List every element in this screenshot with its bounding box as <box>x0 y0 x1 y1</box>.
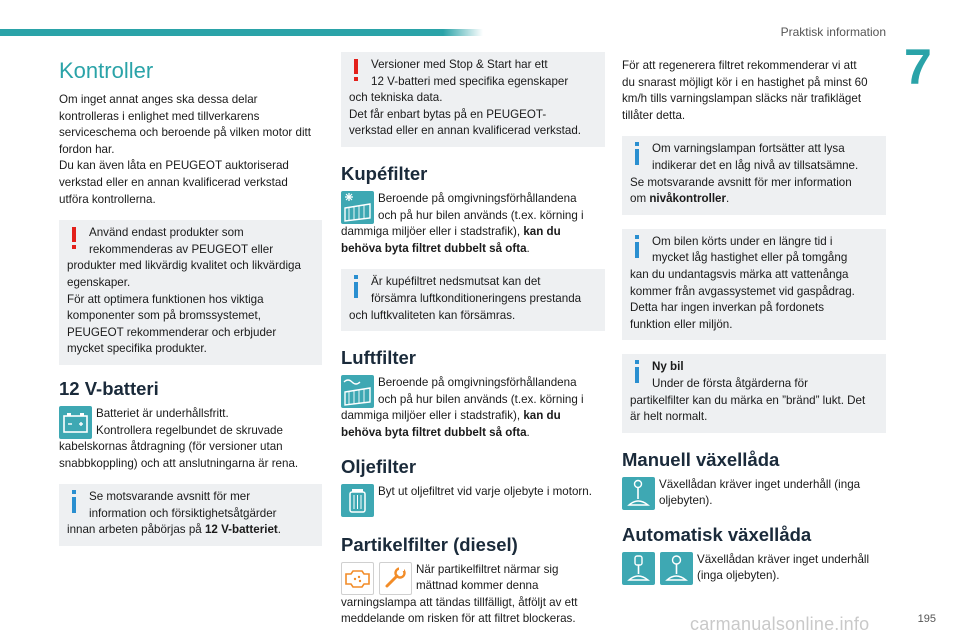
text-line: mycket låg hastighet eller på tomgång <box>652 251 848 265</box>
text-line <box>67 522 314 539</box>
bold-term: 12 V-batteriet <box>204 523 278 537</box>
text-line: För att regenerera filtret rekommenderar vi att <box>622 59 857 72</box>
text-line: 12 V-batteri med specifika egenskaper <box>371 74 569 88</box>
battery-icon <box>59 406 92 439</box>
text-line: mättnad kommer denna <box>416 579 539 593</box>
text-line: Under de första åtgärderna för <box>652 376 808 390</box>
text-span: . <box>526 241 530 255</box>
section-title-oil-filter: Oljefilter <box>341 455 417 477</box>
text-line: Du kan även låta en PEUGEOT auktoriserad <box>59 159 289 173</box>
text-line: För att optimera funktionen hos viktiga <box>67 292 264 306</box>
text-line <box>630 359 878 376</box>
text-line: Det får enbart bytas på en PEUGEOT- <box>349 107 547 121</box>
warning-exclamation-icon <box>68 226 80 250</box>
text-line: serviceschema och beroende på vilken motor ditt <box>59 126 311 140</box>
info-note <box>622 136 886 214</box>
section-title-kontroller: Kontroller <box>59 58 154 83</box>
text-line: egenskaper. <box>67 275 131 289</box>
bold-term: kan du <box>523 225 561 239</box>
text-line: verkstad eller en annan kvalificerad verkstad. <box>349 124 581 138</box>
text-line: Se motsvarande avsnitt för mer information <box>630 175 852 189</box>
text-line: är helt normalt. <box>630 410 708 424</box>
particle-filter-paragraph <box>341 562 605 628</box>
text-line: (inga oljebyten). <box>697 569 780 583</box>
text-line: varningslampa att tändas tillfälligt, åtföljt av ett <box>341 595 578 609</box>
text-line: När partikelfiltret närmar sig <box>416 562 559 576</box>
text-line: kan du undantagsvis märka att vattenånga <box>630 267 849 281</box>
text-span: innan arbeten påbörjas på <box>67 523 205 537</box>
text-line <box>341 425 605 442</box>
info-icon <box>631 142 643 166</box>
text-line: Växellådan kräver inget underhåll (inga <box>659 477 861 491</box>
text-line <box>341 224 605 241</box>
warning-note <box>59 220 322 365</box>
text-line: Använd endast produkter som <box>89 226 244 240</box>
text-line: funktion eller miljön. <box>630 317 733 331</box>
text-line: försämra luftkonditioneringens prestanda <box>371 291 582 305</box>
warning-note <box>341 52 605 147</box>
section-title-particle-filter: Partikelfilter (diesel) <box>341 533 518 555</box>
bold-term: kan du <box>523 409 561 423</box>
battery-paragraph <box>59 406 322 472</box>
header-accent-fade <box>443 29 483 36</box>
text-line: PEUGEOT rekommenderar och erbjuder <box>67 325 277 339</box>
text-line: information och försiktighetsåtgärder <box>89 506 277 520</box>
service-wrench-icon <box>379 562 412 595</box>
info-note <box>622 354 886 432</box>
info-icon <box>631 360 643 384</box>
bold-term: nivåkontroller <box>649 192 726 206</box>
text-line: komponenter som på bromssystemet, <box>67 309 261 323</box>
text-line: verkstad eller en annan kvalificerad verkstad <box>59 175 288 189</box>
text-line <box>341 241 605 258</box>
particle-filter-warning-lamp-icon <box>341 562 374 595</box>
text-line: mycket specifika produkter. <box>67 342 207 356</box>
text-line: fordon har. <box>59 142 115 156</box>
bold-term: Ny bil <box>652 360 684 374</box>
automatic-gearbox-paragraph <box>622 552 886 585</box>
bold-term: behöva byta filtret dubbelt så ofta <box>341 425 527 439</box>
text-line: Batteriet är underhållsfritt. <box>96 406 229 420</box>
text-line: produkter med likvärdig kvalitet och likvärdiga <box>67 259 301 273</box>
section-title-automatic-gearbox: Automatisk växellåda <box>622 523 812 545</box>
text-line <box>630 191 878 208</box>
text-line: snabbkoppling) och att anslutningarna är rena. <box>59 456 299 470</box>
text-line: indikerar det en låg nivå av tillsatsämne. <box>652 158 859 172</box>
bold-term: behöva byta filtret dubbelt så ofta <box>341 241 527 255</box>
text-line: Är kupéfiltret nedsmutsat kan det <box>371 275 541 289</box>
text-line: och på hur bilen används (t.ex. körning i <box>378 392 584 406</box>
section-title-air-filter: Luftfilter <box>341 347 417 369</box>
text-line: Beroende på omgivningsförhållandena <box>378 191 577 205</box>
text-line: och luftkvaliteten kan försämras. <box>349 308 516 322</box>
page-number: 195 <box>917 613 936 625</box>
text-span: dammiga miljöer eller i stadstrafik), <box>341 225 524 239</box>
text-span: . <box>277 523 281 537</box>
text-line: och tekniska data. <box>349 91 443 105</box>
cabin-filter-paragraph <box>341 191 605 257</box>
section-title-battery: 12 V-batteri <box>59 377 159 399</box>
oil-filter-paragraph <box>341 484 605 520</box>
info-icon <box>68 490 80 514</box>
text-line: Om inget annat anges ska dessa delar <box>59 93 258 106</box>
automatic-gear-selector-alt-icon <box>660 552 693 585</box>
text-line: kommer från avgassystemet vid gaspådrag. <box>630 284 855 298</box>
chapter-number: 7 <box>904 39 932 95</box>
text-line: och på hur bilen används (t.ex. körning i <box>378 208 584 222</box>
gear-lever-icon <box>622 477 655 510</box>
section-title-cabin-filter: Kupéfilter <box>341 162 428 184</box>
text-line: Beroende på omgivningsförhållandena <box>378 376 577 390</box>
text-span: om <box>630 192 650 206</box>
text-line: Byt ut oljefiltret vid varje oljebyte i motorn. <box>378 484 592 498</box>
info-note <box>341 269 605 331</box>
regeneration-paragraph <box>622 58 886 124</box>
text-line: Se motsvarande avsnitt för mer <box>89 490 251 504</box>
text-span: dammiga miljöer eller i stadstrafik), <box>341 409 524 423</box>
warning-exclamation-icon <box>350 58 362 82</box>
text-line: Versioner med Stop & Start har ett <box>371 58 548 71</box>
column-2 <box>341 52 605 640</box>
text-line: Detta har ingen inverkan på fordonets <box>630 301 824 315</box>
text-line: rekommenderas av PEUGEOT eller <box>89 242 274 256</box>
intro-paragraph <box>59 92 322 208</box>
text-span: . <box>526 425 530 439</box>
info-icon <box>631 235 643 259</box>
info-note <box>622 229 886 341</box>
text-line: Växellådan kräver inget underhåll <box>697 552 870 566</box>
text-line: oljebyten). <box>659 494 713 508</box>
text-line: kontrolleras i enlighet med tillverkarens <box>59 109 260 123</box>
oil-filter-icon <box>341 484 374 517</box>
text-line: utföra kontrollerna. <box>59 192 156 206</box>
text-line: km/h tills varningslampan släcks när trafikläget <box>622 92 862 106</box>
text-span: . <box>726 192 730 206</box>
column-3 <box>622 58 886 597</box>
info-note <box>59 484 322 546</box>
text-line: tillåter detta. <box>622 108 686 122</box>
header-accent-bar <box>0 29 443 36</box>
text-line: du snarast möjligt kör i en hastighet på minst 60 <box>622 75 868 89</box>
info-icon <box>350 275 362 299</box>
manual-gearbox-paragraph <box>622 477 886 510</box>
text-line: Kontrollera regelbundet de skruvade <box>96 423 283 437</box>
text-line: meddelande om risken för att filtret blockeras. <box>341 612 576 626</box>
text-line: Om bilen körts under en längre tid i <box>652 234 833 248</box>
automatic-gear-selector-icon <box>622 552 655 585</box>
running-head: Praktisk information <box>780 25 886 39</box>
watermark: carmanualsonline.info <box>690 614 870 634</box>
section-title-manual-gearbox: Manuell växellåda <box>622 448 780 470</box>
column-1 <box>59 52 322 559</box>
text-line: Om varningslampan fortsätter att lysa <box>652 142 845 156</box>
text-line: kabelskornas åtdragning (för versioner utan <box>59 440 283 454</box>
air-filter-icon <box>341 375 374 408</box>
text-line: partikelfilter kan du märka en ”bränd” lukt. Det <box>630 393 866 407</box>
cabin-filter-icon <box>341 191 374 224</box>
text-line <box>341 408 605 425</box>
air-filter-paragraph <box>341 375 605 441</box>
